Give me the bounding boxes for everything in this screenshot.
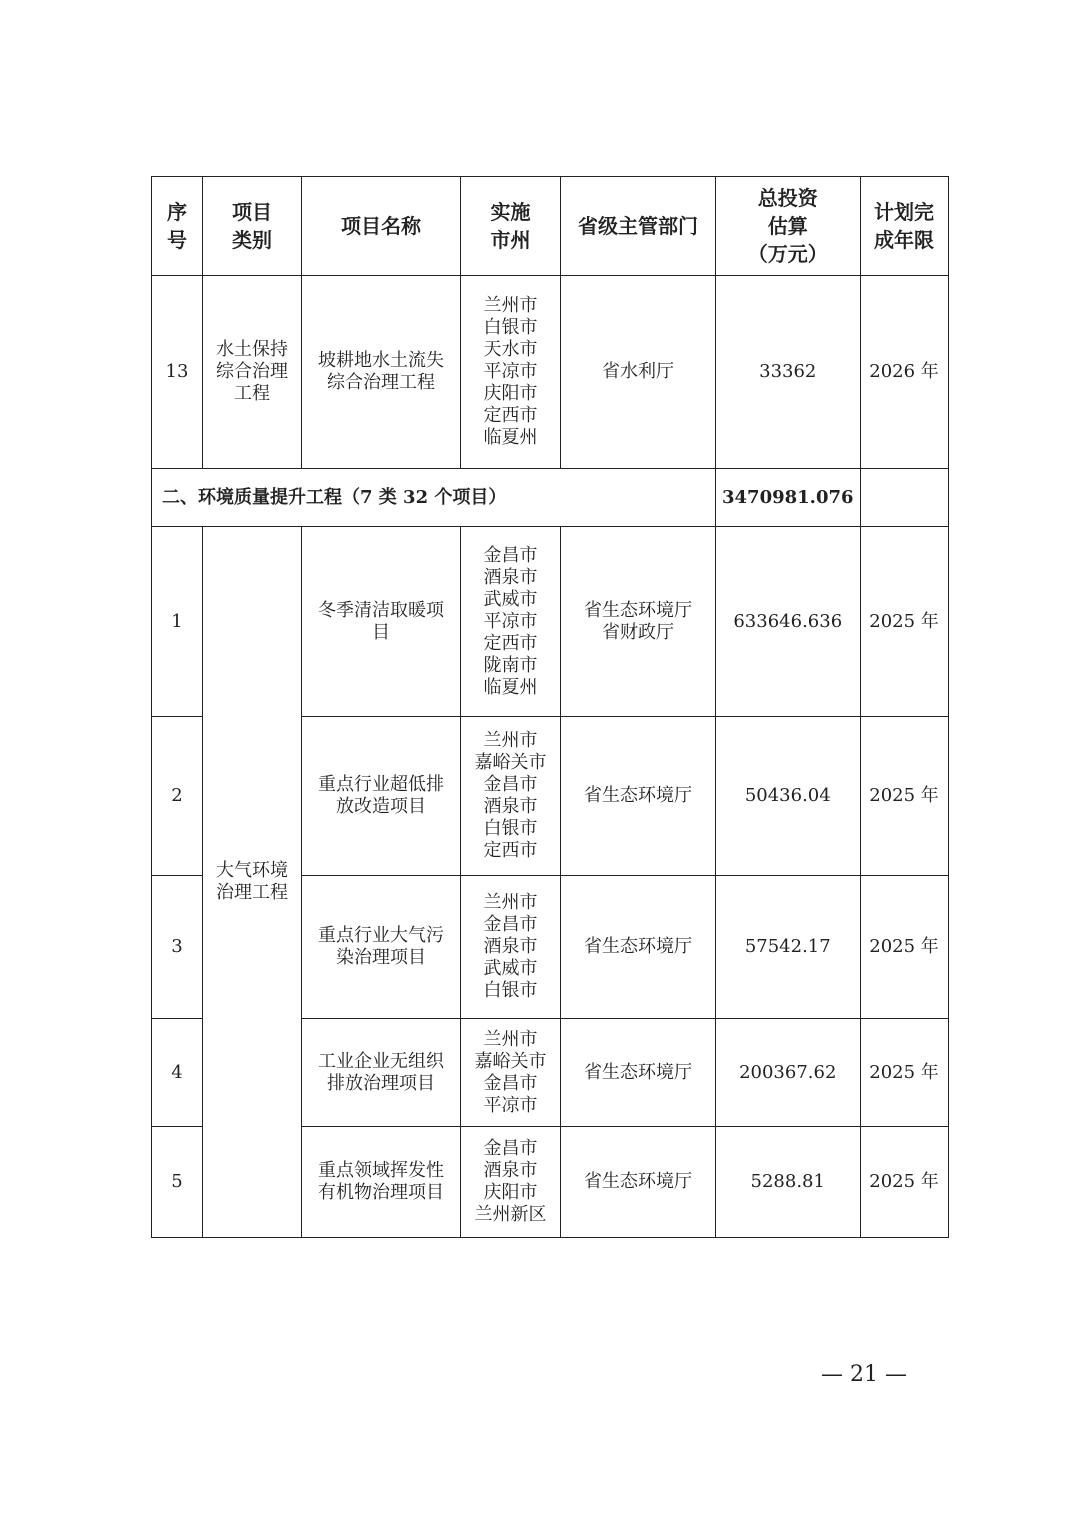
row-year: 2025 年 <box>860 876 948 1019</box>
header-year: 计划完 成年限 <box>860 177 948 276</box>
row-category: 水土保持 综合治理 工程 <box>203 276 302 469</box>
row-name: 坡耕地水土流失 综合治理工程 <box>302 276 461 469</box>
row-dept: 省生态环境厅 省财政厅 <box>561 527 716 717</box>
row-no: 3 <box>152 876 203 1019</box>
page-number: — 21 — <box>821 1362 907 1387</box>
row-no: 5 <box>152 1127 203 1238</box>
row-dept: 省生态环境厅 <box>561 717 716 876</box>
header-name: 项目名称 <box>302 177 461 276</box>
section-title: 二、环境质量提升工程（7 类 32 个项目） <box>152 469 716 527</box>
row-cities: 兰州市 嘉峪关市 金昌市 酒泉市 白银市 定西市 <box>461 717 561 876</box>
row-investment: 50436.04 <box>716 717 861 876</box>
row-name: 冬季清洁取暖项 目 <box>302 527 461 717</box>
row-year: 2025 年 <box>860 717 948 876</box>
row-year: 2026 年 <box>860 276 948 469</box>
row-dept: 省生态环境厅 <box>561 1019 716 1127</box>
table-row <box>152 276 949 469</box>
row-investment: 200367.62 <box>716 1019 861 1127</box>
row-year: 2025 年 <box>860 1127 948 1238</box>
row-dept: 省水利厅 <box>561 276 716 469</box>
row-investment: 633646.636 <box>716 527 861 717</box>
row-investment: 5288.81 <box>716 1127 861 1238</box>
row-cities: 兰州市 白银市 天水市 平凉市 庆阳市 定西市 临夏州 <box>461 276 561 469</box>
header-dept: 省级主管部门 <box>561 177 716 276</box>
header-cities: 实施 市州 <box>461 177 561 276</box>
section-total: 3470981.076 <box>716 469 861 527</box>
group-category: 大气环境 治理工程 <box>203 527 302 1238</box>
section-row <box>152 469 949 527</box>
section-empty <box>860 469 948 527</box>
row-dept: 省生态环境厅 <box>561 876 716 1019</box>
row-no: 13 <box>152 276 203 469</box>
header-no: 序 号 <box>152 177 203 276</box>
row-name: 重点行业超低排 放改造项目 <box>302 717 461 876</box>
row-name: 重点行业大气污 染治理项目 <box>302 876 461 1019</box>
table-row <box>152 527 949 717</box>
row-year: 2025 年 <box>860 1019 948 1127</box>
row-year: 2025 年 <box>860 527 948 717</box>
row-name: 工业企业无组织 排放治理项目 <box>302 1019 461 1127</box>
row-no: 2 <box>152 717 203 876</box>
project-table <box>151 176 949 1238</box>
header-category: 项目 类别 <box>203 177 302 276</box>
header-row <box>152 177 949 276</box>
row-name: 重点领域挥发性 有机物治理项目 <box>302 1127 461 1238</box>
row-cities: 兰州市 嘉峪关市 金昌市 平凉市 <box>461 1019 561 1127</box>
header-investment: 总投资 估算 （万元） <box>716 177 861 276</box>
row-no: 1 <box>152 527 203 717</box>
row-cities: 金昌市 酒泉市 武威市 平凉市 定西市 陇南市 临夏州 <box>461 527 561 717</box>
row-cities: 金昌市 酒泉市 庆阳市 兰州新区 <box>461 1127 561 1238</box>
row-investment: 57542.17 <box>716 876 861 1019</box>
row-investment: 33362 <box>716 276 861 469</box>
row-cities: 兰州市 金昌市 酒泉市 武威市 白银市 <box>461 876 561 1019</box>
row-dept: 省生态环境厅 <box>561 1127 716 1238</box>
row-no: 4 <box>152 1019 203 1127</box>
